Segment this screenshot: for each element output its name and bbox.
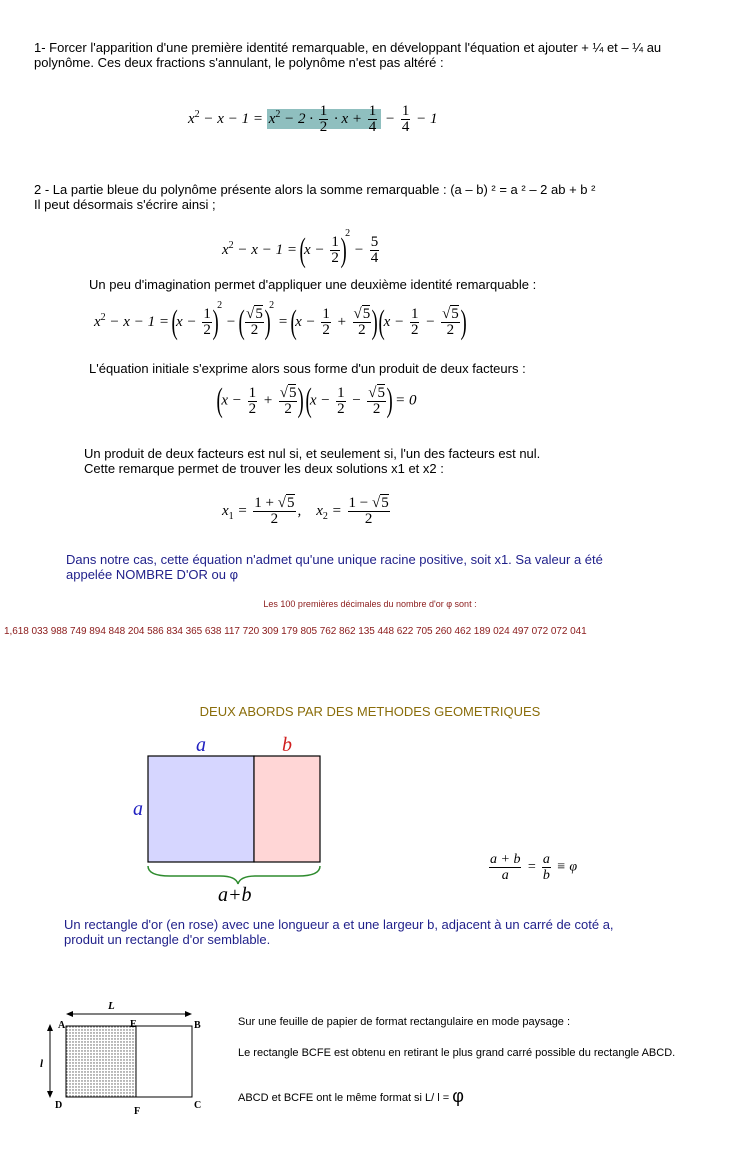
step2-line1: 2 - La partie bleue du polynôme présente alors la somme remarquable : (a – b) ² = a ² – 2 ab + b ²	[34, 182, 596, 197]
label-a-top: a	[196, 734, 206, 756]
conclusion-line1: Dans notre cas, cette équation n'admet qu'une unique racine positive, soit x1. Sa valeur a été	[66, 552, 603, 567]
corner-B: B	[194, 1020, 201, 1031]
imagination-text: Un peu d'imagination permet d'appliquer une deuxième identité remarquable :	[89, 277, 537, 292]
geometry-caption-line1: Un rectangle d'or (en rose) avec une longueur a et une largeur b, adjacent à un carré de coté a,	[64, 917, 614, 932]
equation-solutions: $x_1$ = $\frac{1 + √5}{2}$ , $x_2$ = $\frac{1 - √5}{2}$	[222, 495, 389, 527]
corner-A: A	[58, 1020, 66, 1031]
equation-3: $x^2 - x - 1 = (x$ − $\frac{1}{2}$ )$^2$ − ( $\frac{√5}{2}$ )$^2$ = (x − $\frac{1}{2}$ + $\frac{√5}{2}$ ) (x − $\frac{1}{2}$ − $\frac{√5}{2}$ )	[94, 300, 467, 341]
product-intro-text: L'équation initiale s'exprime alors sous forme d'un produit de deux facteurs :	[89, 361, 526, 376]
label-a-plus-b: a+b	[218, 884, 252, 906]
null-product-line2: Cette remarque permet de trouver les deux solutions x1 et x2 :	[84, 461, 444, 476]
decimals-caption: Les 100 premières décimales du nombre d'or φ sont :	[263, 599, 477, 609]
equation-1: $x^2 - x - 1 = x^2 - 2$ · $\frac{1}{2}$ · x + $\frac{1}{4}$ − $\frac{1}{4}$ − 1	[188, 103, 438, 135]
corner-D: D	[55, 1100, 63, 1111]
ratio-equation: $\frac{a + b}{a}$ = $\frac{a}{b}$ ≡ φ	[490, 852, 578, 883]
equation-4: (x − $\frac{1}{2}$ + $\frac{√5}{2}$ ) (x − $\frac{1}{2}$ − $\frac{√5}{2}$ ) = 0	[216, 382, 417, 419]
label-b-top: b	[282, 734, 292, 756]
corner-E: E	[130, 1019, 137, 1030]
golden-rectangle-b	[254, 756, 320, 862]
rectangle-bcfe	[136, 1026, 192, 1097]
decimals-value: 1,618 033 988 749 894 848 204 586 834 365 638 117 720 309 179 805 762 862 135 448 622 705 260 462 189 024 497 072 072 041	[4, 626, 587, 637]
geometry-heading: DEUX ABORDS PAR DES METHODES GEOMETRIQUES	[199, 704, 541, 719]
paper-text1: Sur une feuille de papier de format rectangulaire en mode paysage :	[238, 1016, 571, 1028]
paper-text3	[238, 1086, 464, 1107]
step1-text: 1- Forcer l'apparition d'une première identité remarquable, en développant l'équation et ajouter + ¼ et – ¼ au polynôme. Ces deux fractions s'annulant, le polynôme n'est pas altéré :	[34, 40, 662, 70]
label-L: L	[108, 1000, 115, 1012]
square-a	[148, 756, 254, 862]
label-a-left: a	[133, 798, 143, 820]
golden-rectangle-figure	[120, 724, 350, 904]
square-aefd	[66, 1026, 136, 1097]
conclusion-line2: appelée NOMBRE D'OR ou φ	[66, 567, 239, 582]
equation-2: $x^2 - x - 1 = (x$ − $\frac{1}{2}$ )$^2$ − $\frac{5}{4}$	[222, 228, 379, 269]
label-l: l	[40, 1058, 44, 1070]
highlighted-part: $x^2 - 2$ · $\frac{1}{2}$ · x + $\frac{1}{4}$	[267, 109, 382, 129]
step2-line2: Il peut désormais s'écrire ainsi ;	[34, 197, 216, 212]
geometry-caption-line2: produit un rectangle d'or semblable.	[64, 932, 271, 947]
paper-text2: Le rectangle BCFE est obtenu en retirant le plus grand carré possible du rectangle ABCD.	[238, 1047, 676, 1059]
brace	[148, 866, 320, 884]
corner-C: C	[194, 1100, 202, 1111]
null-product-line1: Un produit de deux facteurs est nul si, et seulement si, l'un des facteurs est nul.	[84, 446, 541, 461]
corner-F: F	[134, 1106, 141, 1117]
phi-symbol: φ	[452, 1086, 464, 1106]
paper-text3-label: ABCD et BCFE ont le même format si L/ l =	[238, 1092, 450, 1104]
